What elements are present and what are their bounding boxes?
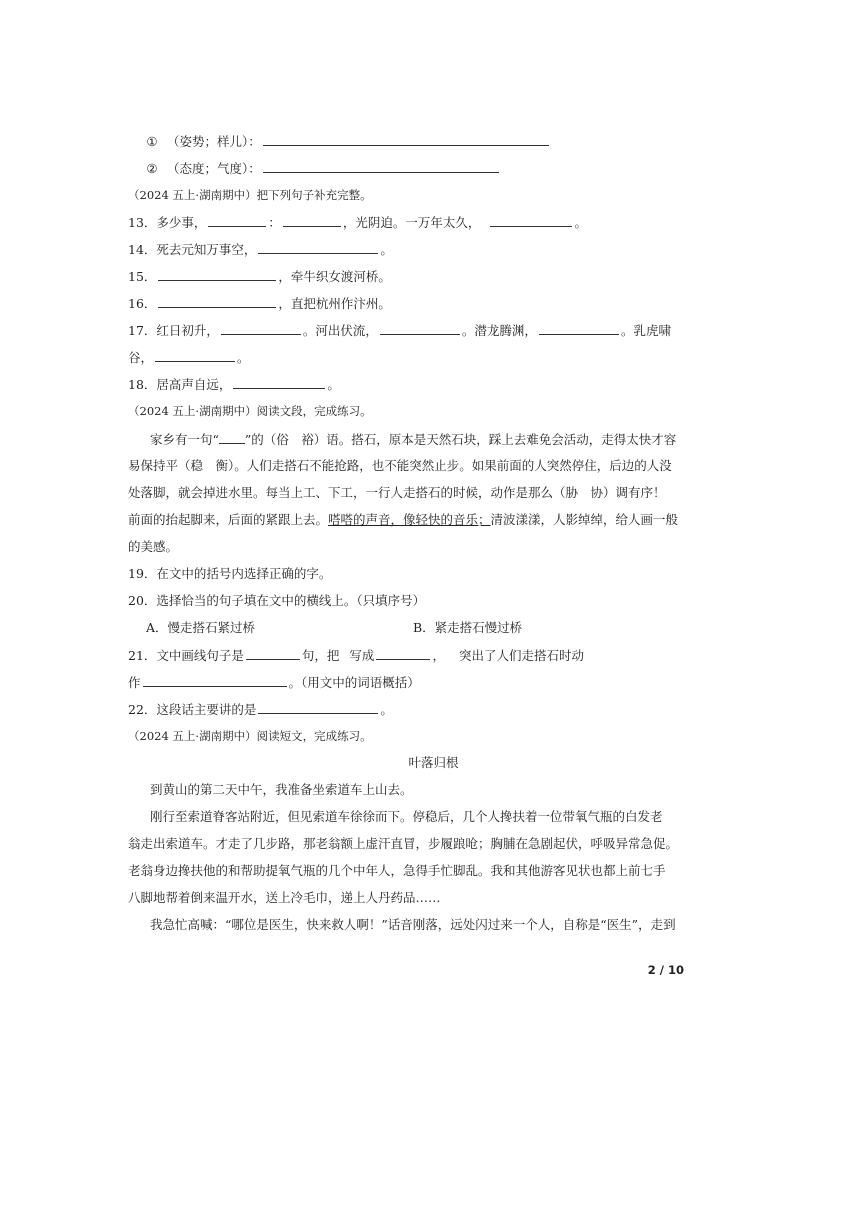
text: ，直把杭州作汴州。 xyxy=(278,296,391,311)
question-17 xyxy=(128,321,671,340)
passage1-line-5: 的美感。 xyxy=(128,539,179,554)
option-b: B．紧走搭石慢过桥 xyxy=(413,620,523,635)
passage1-line-1 xyxy=(150,430,676,449)
text: 谷， xyxy=(128,350,154,365)
passage1-line-2: 易保持平（稳 衡）。人们走搭石不能抢路，也不能突然止步。如果前面的人突然停住，后边的人没 xyxy=(128,458,672,473)
source-note-passage2: （2024 五上·湖南期中）阅读短文，完成练习。 xyxy=(128,729,372,743)
passage1-line-4 xyxy=(128,511,678,529)
q12-item-2 xyxy=(145,159,501,178)
text: 。 xyxy=(380,242,393,257)
text: 。 xyxy=(574,215,587,230)
question-21 xyxy=(128,646,584,665)
text: 。乳虎啸 xyxy=(620,323,671,338)
text: 。（用文中的词语概括） xyxy=(288,675,420,690)
answer-blank xyxy=(263,159,499,173)
text: 13．多少事， xyxy=(128,215,207,230)
answer-blank xyxy=(208,213,266,227)
answer-blank xyxy=(258,240,378,254)
text: 清波漾漾，人影绰绰，给人画一般 xyxy=(490,512,679,527)
question-21-cont xyxy=(128,673,420,692)
text: 。潜龙腾渊， xyxy=(461,323,537,338)
text: 14．死去元知万事空， xyxy=(128,242,257,257)
question-20: 20．选择恰当的句子填在文中的横线上。（只填序号） xyxy=(128,593,426,608)
text: 。 xyxy=(327,377,340,392)
question-17-cont xyxy=(128,348,250,367)
text: 16． xyxy=(128,296,157,311)
answer-blank xyxy=(158,267,276,281)
text: 21．文中画线句子是 xyxy=(128,648,244,663)
story-paragraph-1: 到黄山的第二天中午，我准备坐索道车上山去。 xyxy=(150,782,413,797)
answer-blank xyxy=(258,700,378,714)
answer-blank xyxy=(539,321,619,335)
item-marker: ① xyxy=(146,134,158,149)
question-19: 19．在文中的括号内选择正确的字。 xyxy=(128,566,332,581)
source-note-poems: （2024 五上·湖南期中）把下列句子补充完整。 xyxy=(128,188,372,202)
answer-blank xyxy=(221,321,301,335)
answer-blank xyxy=(376,646,430,660)
text: 。 xyxy=(237,350,250,365)
text: 22．这段话主要讲的是 xyxy=(128,702,257,717)
answer-blank xyxy=(143,673,287,687)
text: ， xyxy=(432,648,445,663)
source-note-passage1: （2024 五上·湖南期中）阅读文段，完成练习。 xyxy=(128,404,372,418)
story-paragraph-2-line-1: 刚行至索道脊客站附近，但见索道车徐徐而下。停稳后，几个人搀扶着一位带氧气瓶的白发老 xyxy=(150,809,663,824)
answer-blank xyxy=(246,646,300,660)
text: 作 xyxy=(128,675,141,690)
question-14 xyxy=(128,240,393,259)
text: 前面的抬起脚来，后面的紧跟上去。 xyxy=(128,512,329,527)
question-15 xyxy=(128,267,391,286)
question-16 xyxy=(128,294,391,313)
story-paragraph-3-line-1: 我急忙高喊：“哪位是医生，快来救人啊！”话音刚落，远处闪过来一个人，自称是“医生”，走到 xyxy=(150,917,676,932)
answer-blank xyxy=(158,294,276,308)
item-text: （姿势；样儿）： xyxy=(167,134,261,149)
passage1-line-3: 处落脚，就会掉进水里。每当上工、下工，一行人走搭石的时候，动作是那么（胁 协）调有序！ xyxy=(128,485,666,500)
page-number: 2 / 10 xyxy=(647,963,684,977)
answer-blank xyxy=(380,321,460,335)
answer-blank xyxy=(490,213,572,227)
answer-blank xyxy=(283,213,341,227)
item-text: （态度；气度）： xyxy=(167,161,261,176)
answer-blank xyxy=(233,375,325,389)
text: 写成 xyxy=(349,648,375,663)
question-13 xyxy=(128,213,587,232)
text: 17．红日初升， xyxy=(128,323,219,338)
text: ，光阴迫。一万年太久， xyxy=(342,215,481,230)
text: ： xyxy=(268,215,281,230)
text: ”的（俗 裕）语。搭石，原本是天然石块，踩上去难免会活动，走得太快才容 xyxy=(244,432,677,447)
text: 18．居高声自远， xyxy=(128,377,232,392)
text: 。 xyxy=(380,702,393,717)
text: 句，把 xyxy=(301,648,340,663)
q12-item-1 xyxy=(145,132,551,151)
story-paragraph-2-line-4: 八脚地帮着倒来温开水，送上冷毛巾，递上人丹药品…… xyxy=(128,890,441,905)
text: 。河出伏流， xyxy=(302,323,378,338)
text: 家乡有一句“ xyxy=(150,432,219,447)
text: 突出了人们走搭石时动 xyxy=(458,648,584,663)
item-marker: ② xyxy=(146,161,158,176)
question-18 xyxy=(128,375,340,394)
answer-blank xyxy=(155,348,235,362)
question-22 xyxy=(128,700,393,719)
answer-blank xyxy=(263,132,549,146)
text: ，牵牛织女渡河桥。 xyxy=(278,269,391,284)
story-title: 叶落归根 xyxy=(408,755,459,770)
story-paragraph-2-line-3: 老翁身边搀扶他的和帮助提氧气瓶的几个中年人，急得手忙脚乱。我和其他游客见状也都上前七手 xyxy=(128,863,666,878)
story-paragraph-2-line-2: 翁走出索道车。才走了几步路，那老翁额上虚汗直冒，步履踉呛；胸脯在急剧起伏，呼吸异常急促。 xyxy=(128,836,679,851)
option-a: A．慢走搭石紧过桥 xyxy=(146,620,256,635)
text: 15． xyxy=(128,269,157,284)
underlined-sentence: 嗒嗒的声音，像轻快的音乐； xyxy=(328,512,491,527)
answer-blank xyxy=(219,430,245,444)
